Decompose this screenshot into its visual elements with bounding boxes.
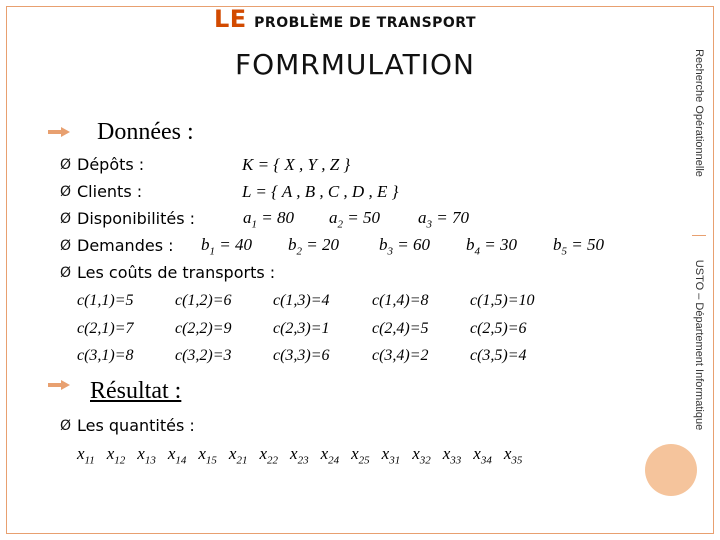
cost-cell: c(1,2)=6 (175, 292, 232, 309)
cost-cell: c(3,4)=2 (372, 347, 429, 364)
cost-cell: c(1,1)=5 (77, 292, 134, 309)
cost-cell: c(3,2)=3 (175, 347, 232, 364)
cost-cell: c(3,5)=4 (470, 347, 527, 364)
demande-b4: $b_4 = 30$ (466, 235, 517, 258)
quantites-label: Les quantités : (77, 416, 195, 435)
couts-label: Les coûts de transports : (77, 263, 276, 282)
section-heading-donnees: Données : (97, 119, 194, 145)
quantity-var: $x_{31}$ (381, 444, 401, 467)
depots-value: K = { X , Y , Z } (242, 155, 351, 174)
quantity-var: $x_{32}$ (412, 444, 431, 467)
title-rest: PROBLÈME DE TRANSPORT (254, 15, 477, 31)
cost-cell: c(2,5)=6 (470, 320, 527, 337)
page-subtitle: FOMRMULATION (235, 48, 475, 81)
clients-value: L = { A , B , C , D , E } (242, 182, 399, 201)
quantity-var: $x_{11}$ (77, 444, 95, 467)
bullet-icon: Ø (60, 157, 72, 173)
quantity-var: $x_{33}$ (442, 444, 462, 467)
demande-b5: $b_5 = 50$ (553, 235, 604, 258)
page-title (0, 5, 690, 33)
cost-cell: c(1,3)=4 (273, 292, 330, 309)
bullet-icon: Ø (60, 184, 72, 200)
quantity-var: $x_{13}$ (137, 444, 156, 467)
quantity-var: $x_{14}$ (167, 444, 187, 467)
cost-cell: c(3,1)=8 (77, 347, 134, 364)
cost-cell: c(3,3)=6 (273, 347, 330, 364)
bullet-icon: Ø (60, 238, 72, 254)
side-text-top: Recherche Opérationnelle (693, 48, 705, 177)
bullet-icon: Ø (60, 211, 72, 227)
section-heading-resultat: Résultat : (90, 378, 182, 404)
bullet-icon: Ø (60, 265, 72, 281)
side-band (688, 10, 710, 530)
bullet-icon: Ø (60, 418, 72, 434)
demande-b2: $b_2 = 20$ (288, 235, 339, 258)
side-text-bottom: USTO – Département Informatique (693, 259, 706, 431)
cost-cell: c(2,2)=9 (175, 320, 232, 337)
quantity-var: $x_{15}$ (198, 444, 217, 467)
quantity-var: $x_{22}$ (259, 444, 279, 467)
quantity-var: $x_{34}$ (473, 444, 492, 467)
cost-cell: c(2,4)=5 (372, 320, 429, 337)
arrow-icon (48, 127, 70, 137)
cost-cell: c(2,1)=7 (77, 320, 134, 337)
decorative-circle (645, 444, 697, 496)
title-le: LE (213, 5, 247, 33)
side-separator (692, 235, 706, 236)
quantity-var: $x_{25}$ (351, 444, 370, 467)
quantities-row (77, 444, 534, 466)
demande-b1: $b_1 = 40$ (201, 235, 252, 258)
quantity-var: $x_{24}$ (320, 444, 340, 467)
clients-label: Clients : (77, 182, 143, 201)
cost-cell: c(1,4)=8 (372, 292, 429, 309)
arrow-icon (48, 380, 70, 390)
demandes-label: Demandes : (77, 236, 174, 255)
quantity-var: $x_{23}$ (290, 444, 309, 467)
cost-cell: c(1,5)=10 (470, 292, 535, 309)
dispo-label: Disponibilités : (77, 209, 196, 228)
quantity-var: $x_{21}$ (228, 444, 248, 467)
quantity-var: $x_{35}$ (503, 444, 523, 467)
depots-label: Dépôts : (77, 155, 145, 174)
dispo-a3: $a_3 = 70$ (418, 208, 469, 231)
quantity-var: $x_{12}$ (106, 444, 126, 467)
cost-cell: c(2,3)=1 (273, 320, 330, 337)
dispo-a1: $a_1 = 80$ (243, 208, 294, 231)
demande-b3: $b_3 = 60$ (379, 235, 430, 258)
dispo-a2: $a_2 = 50$ (329, 208, 380, 231)
